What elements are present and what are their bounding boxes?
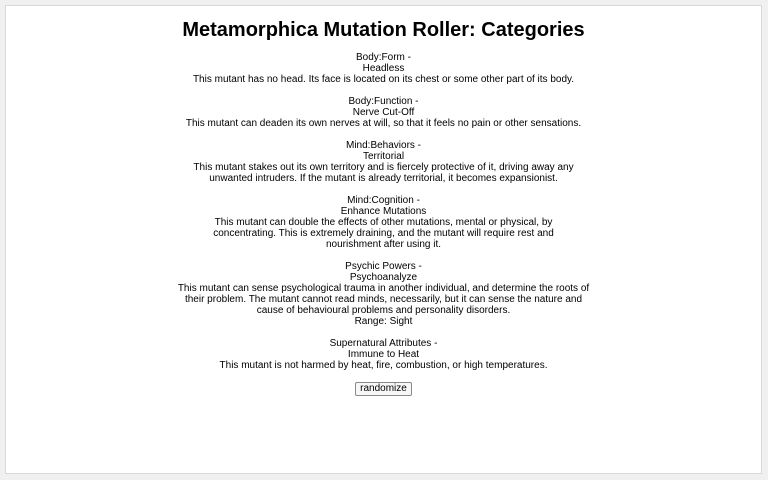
category-title: Psychic Powers - — [345, 261, 422, 272]
mutation-description: This mutant can deaden its own nerves at will, so that it feels no pain or other sensations. — [185, 118, 582, 129]
category-body-form — [174, 52, 594, 85]
mutation-range: Range: Sight — [354, 316, 413, 327]
category-list — [174, 52, 594, 371]
mutation-description: This mutant is not harmed by heat, fire, combustion, or high temperatures. — [219, 360, 548, 371]
category-mind-cognition — [174, 195, 594, 250]
page-frame — [5, 5, 762, 474]
mutation-name: Enhance Mutations — [340, 206, 427, 217]
category-mind-behaviors — [174, 140, 594, 184]
main-content — [174, 6, 594, 396]
mutation-name: Immune to Heat — [347, 349, 420, 360]
mutation-description: This mutant can double the effects of other mutations, mental or physical, by concentrating. This is extremely draining, and the mutant will require rest and nourishment after using it. — [213, 217, 554, 250]
category-title: Mind:Behaviors - — [345, 140, 422, 151]
randomize-button[interactable]: randomize — [355, 382, 412, 396]
category-psychic-powers — [174, 261, 594, 327]
category-title: Body:Function - — [348, 96, 419, 107]
category-supernatural-attributes — [174, 338, 594, 371]
mutation-description: This mutant stakes out its own territory and is fiercely protective of it, driving away any unwanted intruders. If the mutant is already territorial, it becomes expansionist. — [193, 162, 574, 184]
mutation-name: Headless — [362, 63, 405, 74]
mutation-description: This mutant can sense psychological trauma in another individual, and determine the roots of their problem. The mutant cannot read minds, necessarily, but it can sense the nature and cause of behavioural problems and personality disorders. — [177, 283, 590, 316]
mutation-name: Nerve Cut-Off — [352, 107, 415, 118]
mutation-name: Psychoanalyze — [349, 272, 418, 283]
category-body-function — [174, 96, 594, 129]
mutation-name: Territorial — [362, 151, 405, 162]
mutation-description: This mutant has no head. Its face is located on its chest or some other part of its body. — [192, 74, 575, 85]
category-title: Body:Form - — [355, 52, 411, 63]
page-title: Metamorphica Mutation Roller: Categories — [182, 19, 585, 41]
category-title: Supernatural Attributes - — [329, 338, 438, 349]
category-title: Mind:Cognition - — [347, 195, 420, 206]
